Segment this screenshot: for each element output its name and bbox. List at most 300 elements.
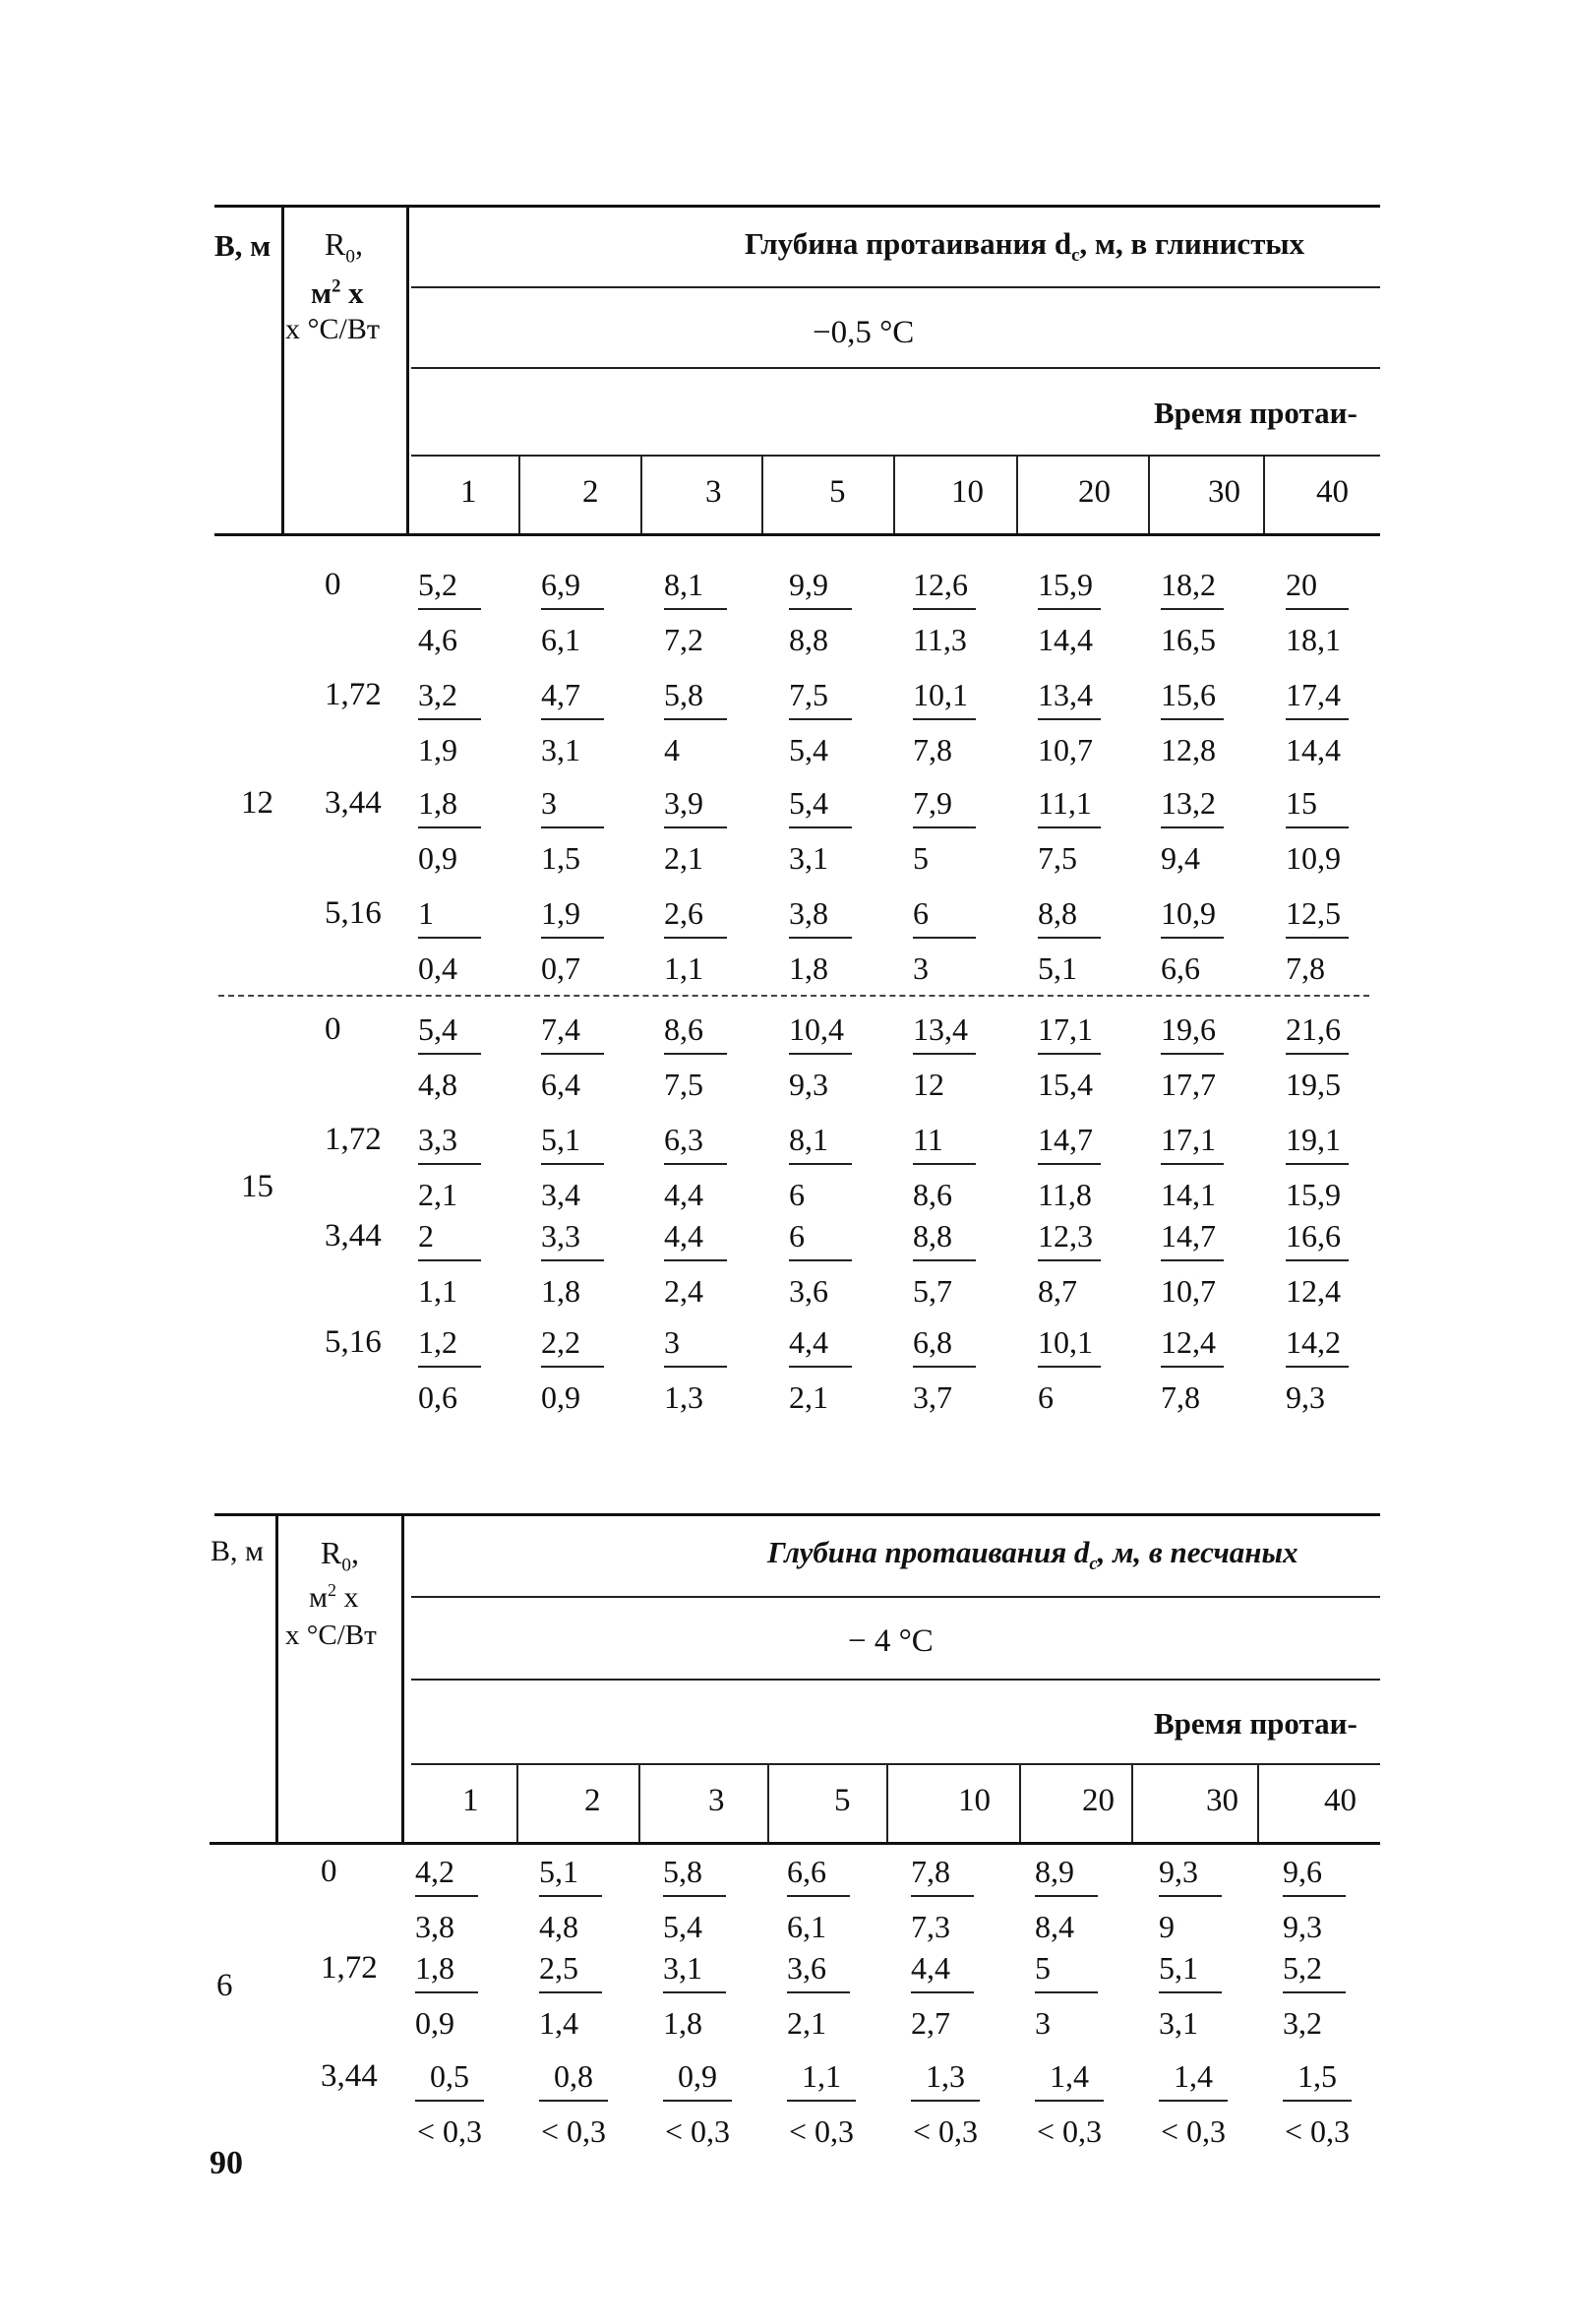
depth-fraction bbox=[1161, 1326, 1224, 1413]
depth-denominator: 3 bbox=[913, 950, 929, 986]
depth-numerator: 12,3 bbox=[1038, 1220, 1101, 1261]
depth-denominator: 9,3 bbox=[1286, 1379, 1325, 1415]
depth-denominator: 9 bbox=[1159, 1909, 1175, 1944]
depth-fraction bbox=[1035, 1952, 1098, 2039]
depth-fraction bbox=[1159, 1856, 1222, 1942]
depth-denominator: 7,5 bbox=[664, 1067, 703, 1102]
depth-numerator: 8,1 bbox=[664, 569, 727, 610]
depth-numerator: 6 bbox=[789, 1220, 852, 1261]
depth-denominator: 8,6 bbox=[913, 1177, 952, 1212]
depth-fraction bbox=[1286, 679, 1349, 765]
depth-numerator: 17,1 bbox=[1161, 1124, 1224, 1165]
depth-denominator: 7,5 bbox=[1038, 840, 1077, 876]
table-1-title: Глубина протаивания $d_с$, м, в глинистых bbox=[745, 226, 1305, 267]
depth-numerator: 10,1 bbox=[1038, 1326, 1101, 1368]
depth-numerator: 15,9 bbox=[1038, 569, 1101, 610]
depth-numerator: 10,4 bbox=[789, 1013, 852, 1055]
depth-denominator: 0,7 bbox=[541, 950, 580, 986]
depth-denominator: < 0,3 bbox=[416, 2113, 483, 2149]
depth-denominator: 11,3 bbox=[913, 622, 967, 657]
depth-fraction bbox=[1161, 1220, 1224, 1307]
group-b-value: 12 bbox=[241, 785, 273, 821]
depth-fraction bbox=[664, 569, 727, 655]
depth-numerator: 4,2 bbox=[415, 1856, 478, 1897]
depth-numerator: 8,9 bbox=[1035, 1856, 1098, 1897]
depth-numerator: 5,2 bbox=[1283, 1952, 1346, 1993]
depth-numerator: 3,6 bbox=[787, 1952, 850, 1993]
depth-denominator: 9,3 bbox=[1283, 1909, 1322, 1944]
depth-denominator: < 0,3 bbox=[540, 2113, 607, 2149]
table-2-col-b-header: В, м bbox=[211, 1535, 264, 1567]
depth-numerator: 11,1 bbox=[1038, 787, 1101, 828]
depth-numerator: 10,1 bbox=[913, 679, 976, 720]
depth-fraction bbox=[913, 679, 976, 765]
depth-fraction bbox=[539, 1856, 602, 1942]
depth-numerator: 3,8 bbox=[789, 897, 852, 939]
depth-denominator: 0,9 bbox=[415, 2005, 454, 2041]
depth-fraction bbox=[415, 1856, 478, 1942]
depth-fraction bbox=[1159, 1952, 1222, 2039]
depth-fraction bbox=[789, 679, 852, 765]
depth-fraction bbox=[1286, 1220, 1349, 1307]
depth-denominator: 3,6 bbox=[789, 1273, 828, 1309]
depth-numerator: 3 bbox=[541, 787, 604, 828]
depth-denominator: 3,1 bbox=[789, 840, 828, 876]
row-r-value: 1,72 bbox=[321, 1950, 378, 1986]
depth-denominator: 4,8 bbox=[418, 1067, 457, 1102]
depth-fraction bbox=[789, 1326, 852, 1413]
time-header: 3 bbox=[705, 474, 722, 510]
depth-fraction bbox=[789, 569, 852, 655]
depth-fraction bbox=[913, 569, 976, 655]
depth-fraction bbox=[541, 679, 604, 765]
group-b-value: 15 bbox=[241, 1169, 273, 1204]
depth-fraction bbox=[787, 1856, 850, 1942]
depth-fraction bbox=[541, 1326, 604, 1413]
depth-numerator: 4,4 bbox=[664, 1220, 727, 1261]
depth-numerator: 5,8 bbox=[663, 1856, 726, 1897]
depth-denominator: 15,4 bbox=[1038, 1067, 1093, 1102]
depth-fraction bbox=[911, 1952, 974, 2039]
depth-fraction bbox=[1286, 897, 1349, 984]
depth-numerator: 15 bbox=[1286, 787, 1349, 828]
table-2-divider-t4 bbox=[886, 1763, 888, 1842]
depth-numerator: 3,3 bbox=[541, 1220, 604, 1261]
depth-numerator: 5,1 bbox=[541, 1124, 604, 1165]
depth-numerator: 1,2 bbox=[418, 1326, 481, 1368]
row-r-value: 0 bbox=[321, 1854, 337, 1889]
depth-denominator: 7,8 bbox=[1286, 950, 1325, 986]
depth-denominator: 2,1 bbox=[418, 1177, 457, 1212]
depth-denominator: 14,4 bbox=[1038, 622, 1093, 657]
time-header: 20 bbox=[1078, 474, 1111, 510]
depth-fraction bbox=[1038, 1326, 1101, 1413]
depth-denominator: 4,6 bbox=[418, 622, 457, 657]
table-1-col-r-header-line2: $м^2$ х bbox=[311, 275, 364, 310]
table-2-temp-rule bbox=[411, 1679, 1380, 1681]
depth-fraction bbox=[1286, 569, 1349, 655]
depth-denominator: 12 bbox=[913, 1067, 944, 1102]
depth-fraction bbox=[1035, 1856, 1098, 1942]
depth-fraction bbox=[418, 1124, 481, 1210]
row-r-value: 1,72 bbox=[325, 1122, 382, 1157]
time-header: 10 bbox=[958, 1783, 991, 1818]
depth-fraction bbox=[663, 1952, 726, 2039]
time-header: 3 bbox=[708, 1783, 725, 1818]
table-1-divider-t2 bbox=[640, 455, 642, 533]
depth-numerator: 18,2 bbox=[1161, 569, 1224, 610]
depth-numerator: 6,6 bbox=[787, 1856, 850, 1897]
depth-fraction bbox=[539, 1952, 602, 2039]
depth-fraction bbox=[664, 787, 727, 874]
depth-fraction bbox=[418, 679, 481, 765]
depth-denominator: 14,4 bbox=[1286, 732, 1341, 767]
depth-denominator: 3,7 bbox=[913, 1379, 952, 1415]
table-2-title: Глубина протаивания $d_с$, м, в песчаных bbox=[767, 1535, 1298, 1575]
table-2-header-bottom-rule bbox=[210, 1842, 1380, 1845]
depth-fraction bbox=[789, 1013, 852, 1100]
depth-numerator: 1,5 bbox=[1283, 2060, 1352, 2102]
depth-numerator: 2,5 bbox=[539, 1952, 602, 1993]
depth-numerator: 5,2 bbox=[418, 569, 481, 610]
depth-denominator: 6,6 bbox=[1161, 950, 1200, 986]
depth-denominator: 4 bbox=[664, 732, 680, 767]
depth-numerator: 4,4 bbox=[789, 1326, 852, 1368]
depth-denominator: 10,7 bbox=[1038, 732, 1093, 767]
depth-fraction bbox=[541, 1220, 604, 1307]
table-2-time-rule bbox=[411, 1763, 1380, 1765]
depth-denominator: 14,1 bbox=[1161, 1177, 1216, 1212]
depth-numerator: 0,9 bbox=[663, 2060, 732, 2102]
depth-numerator: 0,5 bbox=[415, 2060, 484, 2102]
table-1-time-label: Время протаи- bbox=[1154, 396, 1358, 430]
table-2-divider-t7 bbox=[1257, 1763, 1259, 1842]
depth-denominator: 2,1 bbox=[789, 1379, 828, 1415]
table-2-divider-t2 bbox=[638, 1763, 640, 1842]
depth-numerator: 1 bbox=[418, 897, 481, 939]
depth-denominator: 3,8 bbox=[415, 1909, 454, 1944]
depth-numerator: 1,1 bbox=[787, 2060, 856, 2102]
depth-fraction bbox=[913, 1220, 976, 1307]
depth-numerator: 19,1 bbox=[1286, 1124, 1349, 1165]
table-1-divider-t3 bbox=[761, 455, 763, 533]
table-2-divider-t6 bbox=[1131, 1763, 1133, 1842]
depth-denominator: 6 bbox=[789, 1177, 805, 1212]
table-2-divider-t3 bbox=[767, 1763, 769, 1842]
depth-fraction bbox=[663, 1856, 726, 1942]
time-header: 20 bbox=[1082, 1783, 1115, 1818]
time-header: 1 bbox=[462, 1783, 479, 1818]
depth-numerator: 13,4 bbox=[913, 1013, 976, 1055]
depth-numerator: 6,8 bbox=[913, 1326, 976, 1368]
table-2-top-rule bbox=[214, 1513, 1380, 1516]
depth-fraction bbox=[1161, 679, 1224, 765]
table-1-col-r-header-line1: $R_0$, bbox=[325, 226, 363, 268]
page-number: 90 bbox=[210, 2145, 243, 2181]
table-1-divider-t5 bbox=[1016, 455, 1018, 533]
depth-denominator: < 0,3 bbox=[1284, 2113, 1351, 2149]
depth-fraction bbox=[1286, 1326, 1349, 1413]
depth-denominator: 4,4 bbox=[664, 1177, 703, 1212]
depth-numerator: 8,1 bbox=[789, 1124, 852, 1165]
time-header: 40 bbox=[1316, 474, 1349, 510]
group-b-value: 6 bbox=[216, 1968, 233, 2003]
depth-denominator: 5,1 bbox=[1038, 950, 1077, 986]
table-2-col-r-header-line1: $R_0$, bbox=[321, 1535, 359, 1576]
time-header: 1 bbox=[460, 474, 477, 510]
depth-fraction bbox=[664, 1013, 727, 1100]
depth-numerator: 12,5 bbox=[1286, 897, 1349, 939]
depth-fraction bbox=[1286, 1124, 1349, 1210]
depth-numerator: 14,7 bbox=[1161, 1220, 1224, 1261]
table-2-time-label: Время протаи- bbox=[1154, 1706, 1358, 1741]
depth-denominator: 7,8 bbox=[1161, 1379, 1200, 1415]
depth-denominator: 1,8 bbox=[541, 1273, 580, 1309]
depth-fraction bbox=[418, 787, 481, 874]
table-1-time-rule bbox=[411, 455, 1380, 457]
depth-numerator: 3,1 bbox=[663, 1952, 726, 1993]
depth-denominator: 0,6 bbox=[418, 1379, 457, 1415]
depth-numerator: 10,9 bbox=[1161, 897, 1224, 939]
depth-denominator: < 0,3 bbox=[912, 2113, 979, 2149]
depth-fraction bbox=[664, 679, 727, 765]
depth-denominator: 7,8 bbox=[913, 732, 952, 767]
row-r-value: 0 bbox=[325, 567, 341, 602]
table-1-divider-b bbox=[281, 205, 284, 535]
depth-denominator: 0,9 bbox=[418, 840, 457, 876]
depth-numerator: 2,2 bbox=[541, 1326, 604, 1368]
depth-fraction bbox=[415, 1952, 478, 2039]
depth-numerator: 20 bbox=[1286, 569, 1349, 610]
table-1-title-rule bbox=[411, 286, 1380, 288]
depth-numerator: 7,4 bbox=[541, 1013, 604, 1055]
depth-denominator: 17,7 bbox=[1161, 1067, 1216, 1102]
depth-denominator: 3,4 bbox=[541, 1177, 580, 1212]
depth-numerator: 13,4 bbox=[1038, 679, 1101, 720]
depth-numerator: 1,8 bbox=[418, 787, 481, 828]
table-1-col-r-header-line3: х °С/Вт bbox=[285, 313, 380, 345]
depth-fraction bbox=[1161, 1013, 1224, 1100]
depth-fraction bbox=[789, 897, 852, 984]
depth-fraction bbox=[1161, 569, 1224, 655]
depth-denominator: 4,8 bbox=[539, 1909, 578, 1944]
depth-fraction bbox=[1038, 1013, 1101, 1100]
depth-numerator: 1,4 bbox=[1035, 2060, 1104, 2102]
row-r-value: 3,44 bbox=[325, 1218, 382, 1254]
depth-numerator: 16,6 bbox=[1286, 1220, 1349, 1261]
depth-fraction bbox=[913, 1013, 976, 1100]
depth-numerator: 8,8 bbox=[913, 1220, 976, 1261]
depth-denominator: 6,1 bbox=[787, 1909, 826, 1944]
depth-fraction bbox=[913, 1326, 976, 1413]
depth-numerator: 5,1 bbox=[1159, 1952, 1222, 1993]
depth-numerator: 8,8 bbox=[1038, 897, 1101, 939]
depth-numerator: 1,4 bbox=[1159, 2060, 1228, 2102]
depth-denominator: 2,1 bbox=[664, 840, 703, 876]
row-r-value: 1,72 bbox=[325, 677, 382, 712]
depth-fraction bbox=[789, 1124, 852, 1210]
depth-denominator: < 0,3 bbox=[788, 2113, 855, 2149]
time-header: 30 bbox=[1208, 474, 1240, 510]
depth-numerator: 9,3 bbox=[1159, 1856, 1222, 1897]
depth-numerator: 5,4 bbox=[789, 787, 852, 828]
depth-numerator: 8,6 bbox=[664, 1013, 727, 1055]
table-1-divider-t4 bbox=[893, 455, 895, 533]
table-2-title-rule bbox=[411, 1596, 1380, 1598]
depth-fraction bbox=[913, 1124, 976, 1210]
depth-numerator: 6,3 bbox=[664, 1124, 727, 1165]
depth-fraction bbox=[1038, 897, 1101, 984]
depth-denominator: 2,1 bbox=[787, 2005, 826, 2041]
depth-numerator: 11 bbox=[913, 1124, 976, 1165]
depth-fraction bbox=[1038, 787, 1101, 874]
depth-denominator: 6,4 bbox=[541, 1067, 580, 1102]
depth-fraction bbox=[1038, 679, 1101, 765]
depth-denominator: 1,5 bbox=[541, 840, 580, 876]
depth-fraction bbox=[1161, 1124, 1224, 1210]
depth-fraction bbox=[664, 1326, 727, 1413]
table-2-col-r-header-line3: х °С/Вт bbox=[285, 1620, 377, 1651]
table-1-divider-t7 bbox=[1263, 455, 1265, 533]
depth-fraction bbox=[787, 1952, 850, 2039]
depth-fraction bbox=[1286, 1013, 1349, 1100]
depth-denominator: 2,7 bbox=[911, 2005, 950, 2041]
depth-numerator: 17,1 bbox=[1038, 1013, 1101, 1055]
depth-fraction bbox=[663, 2060, 732, 2147]
depth-fraction bbox=[664, 1124, 727, 1210]
depth-numerator: 5 bbox=[1035, 1952, 1098, 1993]
depth-numerator: 4,4 bbox=[911, 1952, 974, 1993]
depth-numerator: 14,2 bbox=[1286, 1326, 1349, 1368]
depth-numerator: 19,6 bbox=[1161, 1013, 1224, 1055]
depth-denominator: 8,8 bbox=[789, 622, 828, 657]
depth-fraction bbox=[539, 2060, 608, 2147]
depth-fraction bbox=[541, 897, 604, 984]
depth-denominator: 18,1 bbox=[1286, 622, 1341, 657]
depth-fraction bbox=[1035, 2060, 1104, 2147]
depth-denominator: 0,4 bbox=[418, 950, 457, 986]
table-1-group-separator bbox=[218, 995, 1369, 997]
depth-fraction bbox=[418, 1013, 481, 1100]
depth-numerator: 5,1 bbox=[539, 1856, 602, 1897]
depth-fraction bbox=[1283, 1952, 1346, 2039]
time-header: 2 bbox=[582, 474, 599, 510]
depth-numerator: 5,8 bbox=[664, 679, 727, 720]
depth-denominator: 1,1 bbox=[664, 950, 703, 986]
depth-numerator: 6,9 bbox=[541, 569, 604, 610]
table-2-col-r-header-line2: $м^2$ х bbox=[309, 1580, 359, 1614]
depth-denominator: < 0,3 bbox=[1036, 2113, 1103, 2149]
depth-fraction bbox=[1038, 569, 1101, 655]
depth-denominator: 10,7 bbox=[1161, 1273, 1216, 1309]
depth-fraction bbox=[1283, 2060, 1352, 2147]
depth-numerator: 17,4 bbox=[1286, 679, 1349, 720]
depth-fraction bbox=[418, 1326, 481, 1413]
depth-denominator: 19,5 bbox=[1286, 1067, 1341, 1102]
depth-fraction bbox=[911, 2060, 980, 2147]
depth-denominator: 3,2 bbox=[1283, 2005, 1322, 2041]
depth-numerator: 9,6 bbox=[1283, 1856, 1346, 1897]
depth-numerator: 3,3 bbox=[418, 1124, 481, 1165]
depth-fraction bbox=[664, 1220, 727, 1307]
depth-numerator: 7,8 bbox=[911, 1856, 974, 1897]
row-r-value: 0 bbox=[325, 1011, 341, 1047]
row-r-value: 3,44 bbox=[325, 785, 382, 821]
depth-numerator: 4,7 bbox=[541, 679, 604, 720]
depth-fraction bbox=[418, 569, 481, 655]
depth-fraction bbox=[789, 787, 852, 874]
table-1-temp-rule bbox=[411, 367, 1380, 369]
depth-numerator: 2,6 bbox=[664, 897, 727, 939]
table-1-temperature: −0,5 °С bbox=[813, 315, 915, 350]
depth-fraction bbox=[913, 787, 976, 874]
depth-fraction bbox=[418, 897, 481, 984]
depth-denominator: 15,9 bbox=[1286, 1177, 1341, 1212]
depth-fraction bbox=[415, 2060, 484, 2147]
depth-denominator: 5,7 bbox=[913, 1273, 952, 1309]
depth-numerator: 13,2 bbox=[1161, 787, 1224, 828]
depth-numerator: 9,9 bbox=[789, 569, 852, 610]
depth-fraction bbox=[541, 1013, 604, 1100]
depth-denominator: 3,1 bbox=[1159, 2005, 1198, 2041]
depth-fraction bbox=[541, 1124, 604, 1210]
table-1-col-b-header: В, м bbox=[214, 228, 272, 263]
row-r-value: 5,16 bbox=[325, 895, 382, 931]
depth-denominator: 1,4 bbox=[539, 2005, 578, 2041]
time-header: 5 bbox=[834, 1783, 851, 1818]
table-1-divider-t6 bbox=[1148, 455, 1150, 533]
depth-fraction bbox=[1159, 2060, 1228, 2147]
depth-numerator: 3 bbox=[664, 1326, 727, 1368]
depth-numerator: 1,9 bbox=[541, 897, 604, 939]
table-2-divider-r bbox=[401, 1513, 404, 1844]
depth-fraction bbox=[1038, 1220, 1101, 1307]
depth-denominator: 1,8 bbox=[789, 950, 828, 986]
depth-denominator: 1,8 bbox=[663, 2005, 702, 2041]
table-1-divider-t1 bbox=[518, 455, 520, 533]
depth-fraction bbox=[541, 787, 604, 874]
depth-numerator: 5,4 bbox=[418, 1013, 481, 1055]
table-2-temperature: − 4 °С bbox=[848, 1623, 934, 1659]
depth-fraction bbox=[1161, 897, 1224, 984]
time-header: 5 bbox=[829, 474, 846, 510]
depth-denominator: 6 bbox=[1038, 1379, 1054, 1415]
depth-denominator: 1,1 bbox=[418, 1273, 457, 1309]
depth-denominator: 11,8 bbox=[1038, 1177, 1092, 1212]
depth-denominator: 5,4 bbox=[663, 1909, 702, 1944]
depth-fraction bbox=[787, 2060, 856, 2147]
depth-numerator: 7,9 bbox=[913, 787, 976, 828]
depth-fraction bbox=[1283, 1856, 1346, 1942]
row-r-value: 3,44 bbox=[321, 2058, 378, 2094]
depth-denominator: 3 bbox=[1035, 2005, 1051, 2041]
depth-denominator: 5,4 bbox=[789, 732, 828, 767]
depth-fraction bbox=[541, 569, 604, 655]
depth-denominator: 12,8 bbox=[1161, 732, 1216, 767]
depth-numerator: 0,8 bbox=[539, 2060, 608, 2102]
depth-denominator: < 0,3 bbox=[1160, 2113, 1227, 2149]
depth-fraction bbox=[913, 897, 976, 984]
depth-numerator: 14,7 bbox=[1038, 1124, 1101, 1165]
depth-denominator: 1,3 bbox=[664, 1379, 703, 1415]
table-1-divider-r bbox=[406, 205, 409, 535]
depth-denominator: 0,9 bbox=[541, 1379, 580, 1415]
depth-fraction bbox=[911, 1856, 974, 1942]
depth-denominator: 7,3 bbox=[911, 1909, 950, 1944]
depth-fraction bbox=[418, 1220, 481, 1307]
time-header: 40 bbox=[1324, 1783, 1357, 1818]
time-header: 10 bbox=[951, 474, 984, 510]
